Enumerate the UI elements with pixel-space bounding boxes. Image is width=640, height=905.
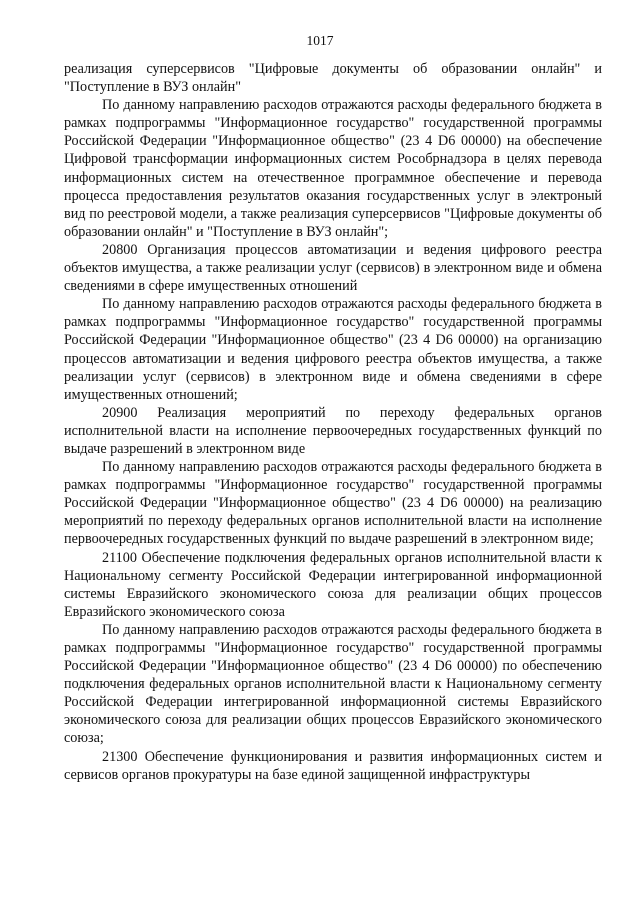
page-number: 1017 bbox=[306, 33, 334, 48]
paragraph-description: По данному направлению расходов отражаются расходы федерального бюджета в рамках подпрограммы "Информационное государство" государственной программы Российской Федерации "Информационное общество" (23 4 D6 00000) на организацию процессов автоматизации и ведения цифрового реестра объектов имущества, а также реализации услуг (сервисов) в электронном виде и обмена сведениями в сфере имущественных отношений; bbox=[64, 296, 602, 403]
paragraph-code-heading: 20800 Организация процессов автоматизации и ведения цифрового реестра объектов имущества, а также реализации услуг (сервисов) в электронном виде и обмена сведениями в сфере имущественных отношений bbox=[64, 241, 602, 295]
paragraph-description: По данному направлению расходов отражаются расходы федерального бюджета в рамках подпрограммы "Информационное государство" государственной программы Российской Федерации "Информационное общество" (23 4 D6 00000) на обеспечение Цифровой трансформации информационных систем Рособрнадзора в целях перевода информационных систем на отечественное программное обеспечение и перевода процесса предоставления результатов оказания государственных услуг в электроный вид по реестровой модели, а также реализация суперсервисов "Цифровые документы об образовании онлайн" и "Поступление в ВУЗ онлайн"; bbox=[64, 97, 602, 240]
paragraph-code-heading: 21100 Обеспечение подключения федеральных органов исполнительной власти к Национальному сегменту Российской Федерации интегрированной информационной системы Евразийского экономического союза для реализации общих процессов Евразийского экономического союза bbox=[64, 549, 602, 620]
document-body bbox=[64, 60, 602, 784]
paragraph-description: По данному направлению расходов отражаются расходы федерального бюджета в рамках подпрограммы "Информационное государство" государственной программы Российской Федерации "Информационное общество" (23 4 D6 00000) на реализацию мероприятий по переходу федеральных органов исполнительной власти на исполнение первоочередных государственных функций по выдаче разрешений в электронном виде; bbox=[64, 459, 602, 548]
paragraph-code-heading: 21300 Обеспечение функционирования и развития информационных систем и сервисов органов прокуратуры на базе единой защищенной инфраструктуры bbox=[64, 748, 602, 783]
paragraph-description: По данному направлению расходов отражаются расходы федерального бюджета в рамках подпрограммы "Информационное государство" государственной программы Российской Федерации "Информационное общество" (23 4 D6 00000) по обеспечению подключения федеральных органов исполнительной власти к Национальному сегменту Российской Федерации интегрированной информационной системы Евразийского экономического союза для реализации общих процессов Евразийского экономического союза; bbox=[64, 621, 602, 747]
paragraph-continuation: реализация суперсервисов "Цифровые документы об образовании онлайн" и "Поступление в ВУЗ онлайн" bbox=[64, 61, 602, 96]
paragraph-code-heading: 20900 Реализация мероприятий по переходу федеральных органов исполнительной власти на исполнение первоочередных государственных функций по выдаче разрешений в электронном виде bbox=[64, 404, 602, 457]
